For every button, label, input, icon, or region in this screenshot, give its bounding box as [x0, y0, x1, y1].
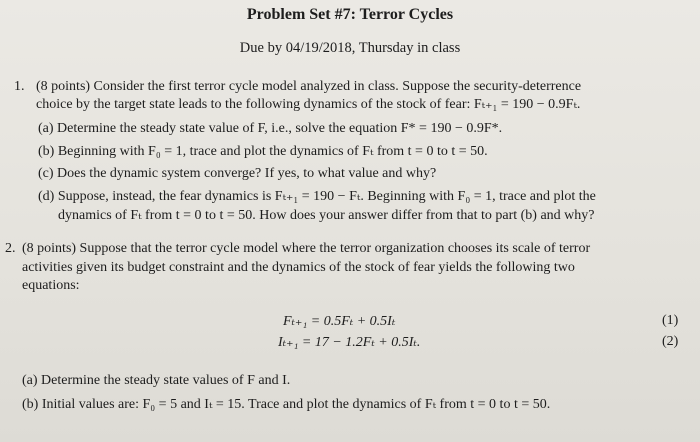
q1-part-b: (b) Beginning with F₀ = 1, trace and plot the dynamics of Fₜ from t = 0 to t = 50. [38, 144, 488, 159]
q2-part-a: (a) Determine the steady state values of F and I. [22, 373, 291, 388]
q2-text-line1: (8 points) Suppose that the terror cycle model where the terror organization chooses its scale of terror [22, 241, 591, 256]
q2-equation-2-number: (2) [662, 334, 679, 349]
q2-equation-1-number: (1) [662, 313, 679, 328]
q1-part-c: (c) Does the dynamic system converge? If yes, to what value and why? [38, 166, 437, 181]
q1-part-d-line2: dynamics of Fₜ from t = 0 to t = 50. How does your answer differ from that to part (b) and why? [58, 208, 595, 223]
q1-text-line1: (8 points) Consider the first terror cycle model analyzed in class. Suppose the security-deterrence [36, 79, 582, 94]
q2-number: 2. [5, 241, 16, 256]
q1-part-a: (a) Determine the steady state value of F, i.e., solve the equation F* = 190 − 0.9F*. [38, 121, 503, 136]
document-title: Problem Set #7: Terror Cycles [246, 6, 454, 23]
q1-part-d-line1: (d) Suppose, instead, the fear dynamics is Fₜ₊₁ = 190 − Fₜ. Beginning with F₀ = 1, trace and plot the [38, 189, 596, 204]
due-date: Due by 04/19/2018, Thursday in class [239, 40, 461, 56]
q2-part-b: (b) Initial values are: F₀ = 5 and Iₜ = 15. Trace and plot the dynamics of Fₜ from t = 0 to t = 50. [22, 397, 551, 412]
q2-equation-1: Fₜ₊₁ = 0.5Fₜ + 0.5Iₜ [283, 314, 396, 329]
q2-text-line3: equations: [22, 278, 80, 293]
q2-text-line2: activities given its budget constraint and the dynamics of the stock of fear yields the following two [22, 260, 575, 275]
q2-equation-2: Iₜ₊₁ = 17 − 1.2Fₜ + 0.5Iₜ. [278, 335, 421, 350]
q1-number: 1. [14, 79, 25, 94]
q1-text-line2: choice by the target state leads to the following dynamics of the stock of fear: Fₜ₊₁ = 190 − 0.9Fₜ. [36, 97, 581, 112]
